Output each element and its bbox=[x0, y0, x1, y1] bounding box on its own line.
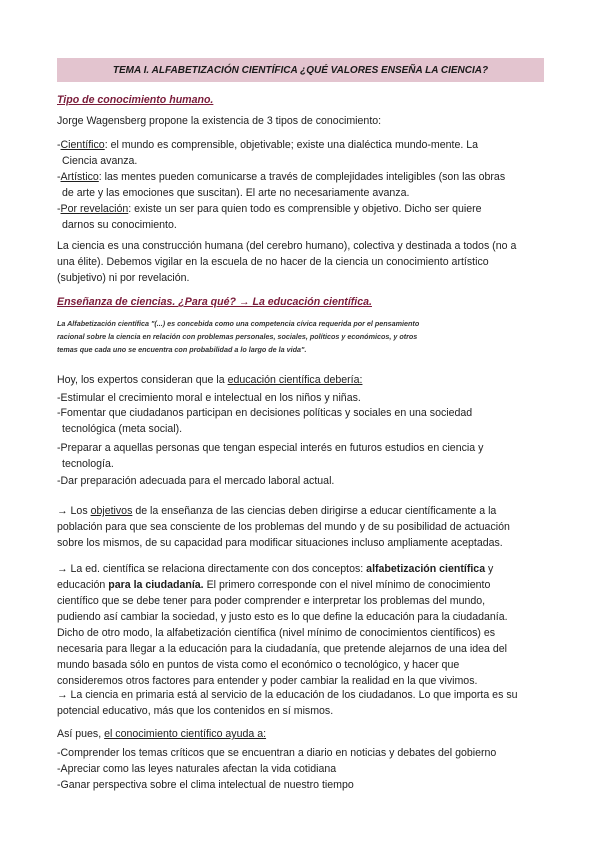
goal-item: -Fomentar que ciudadanos participan en decisiones políticas y sociales en una sociedad tecnológica (meta social). bbox=[57, 407, 473, 435]
goal-item: -Preparar a aquellas personas que tengan especial interés en futuros estudios en ciencia y tecnología. bbox=[57, 442, 484, 470]
goal-item: -Dar preparación adecuada para el mercado laboral actual. bbox=[57, 475, 335, 487]
experts-paragraph: Hoy, los expertos consideran que la educación científica debería: bbox=[57, 374, 363, 386]
goal-item: -Estimular el crecimiento moral e intelectual en los niños y niñas. bbox=[57, 392, 361, 404]
primary-paragraph: → La ciencia en primaria está al servicio de la educación de los ciudadanos. Lo que importa es su potencial educativo, más que los contenidos en sí mismos. bbox=[57, 689, 518, 717]
intro-paragraph: Jorge Wagensberg propone la existencia de 3 tipos de conocimiento: bbox=[57, 115, 382, 127]
definition-quote: La Alfabetización científica "(...) es concebida como una competencia cívica requerida por el pensamiento racional sobre la ciencia en relación con problemas personales, sociales, políticos y económicos, y otros temas que cada uno se encuentra con probabilidad a lo largo de la vida". bbox=[57, 319, 420, 354]
science-paragraph: La ciencia es una construcción humana (del cerebro humano), colectiva y destinada a todos (no a una élite). Debemos vigilar en la escuela de no hacer de la ciencia un conocimiento artístico (subjetivo) ni por revelación. bbox=[57, 240, 517, 284]
help-item: -Apreciar como las leyes naturales afectan la vida cotidiana bbox=[57, 763, 337, 775]
helps-intro: Así pues, el conocimiento científico ayuda a: bbox=[57, 728, 267, 740]
help-item: -Ganar perspectiva sobre el clima intelectual de nuestro tiempo bbox=[57, 779, 354, 791]
citizenship-paragraph: → La ed. científica se relaciona directamente con dos conceptos: alfabetización científica y educación para la ciudadanía. El primero corresponde con el nivel mínimo de conocimiento científico que se debe tener para poder comprender e interpretar los problemas del mundo, pudiendo así cambiar la sociedad, y justo esto es lo que define la educación para la ciudadanía. Dicho de otro modo, la alfabetización científica (nivel mínimo de conocimientos científicos) es necesaria para llegar a la educación para la ciudadanía, que pretende alejarnos de una idea del mundo basada sólo en puntos de vista como el económico o tecnológico, y hacer que consideremos otros factores para entender y poder cambiar la realidad en la que vivimos. bbox=[57, 563, 508, 687]
list-item-artistico: -Artístico: las mentes pueden comunicarse a través de complejidades inteligibles (son las obras de arte y las emociones que suscitan). El arte no necesariamente avanza. bbox=[57, 171, 506, 199]
list-item-cientifico: -Científico: el mundo es comprensible, objetivable; existe una dialéctica mundo-mente. La Ciencia avanza. bbox=[57, 139, 479, 167]
section-heading-knowledge-types: Tipo de conocimiento humano. bbox=[57, 94, 214, 106]
list-item-revelacion: -Por revelación: existe un ser para quien todo es comprensible y objetivo. Dicho ser quiere darnos su conocimiento. bbox=[57, 203, 482, 231]
document-title bbox=[57, 58, 544, 82]
objectives-paragraph: → Los objetivos de la enseñanza de las ciencias deben dirigirse a educar científicamente a la población para que sea consciente de los problemas del mundo y de su posibilidad de actuación sobre los mismos, de su capacidad para modificar situaciones incluso ampliamente aceptadas. bbox=[57, 505, 510, 549]
title-text: TEMA I. ALFABETIZACIÓN CIENTÍFICA ¿QUÉ VALORES ENSEÑA LA CIENCIA? bbox=[112, 64, 489, 76]
section-heading-science-education: Enseñanza de ciencias. ¿Para qué? → La educación científica. bbox=[57, 296, 372, 308]
help-item: -Comprender los temas críticos que se encuentran a diario en noticias y debates del gobierno bbox=[57, 747, 497, 759]
